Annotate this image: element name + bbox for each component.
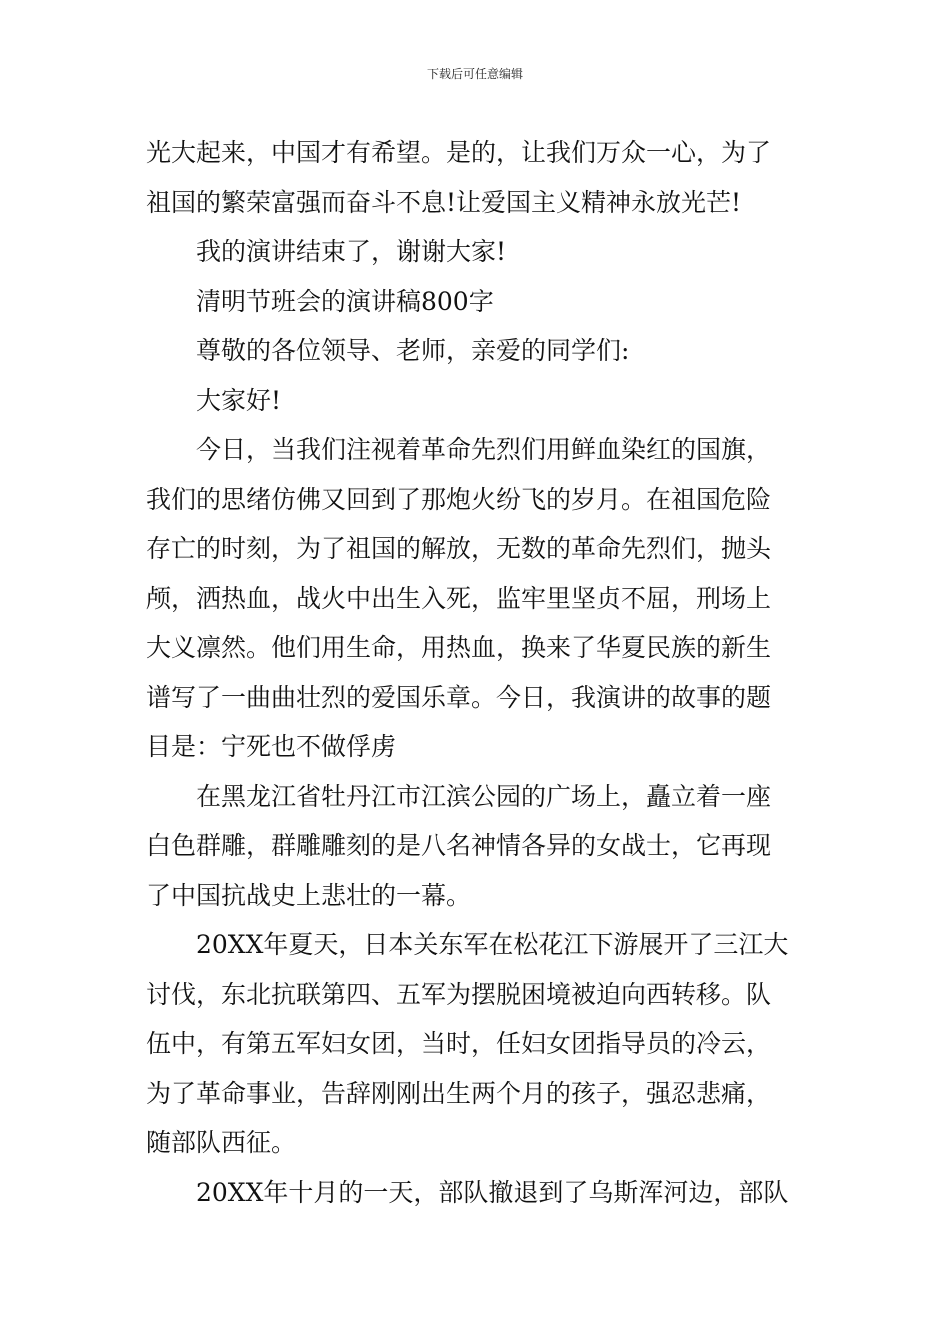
page-header: 下载后可任意编辑 <box>426 67 523 81</box>
text-line: 讨伐，东北抗联第四、五军为摆脱困境被迫向西转移。队 <box>146 979 772 1009</box>
text-line: 我们的思绪仿佛又回到了那炮火纷飞的岁月。在祖国危险 <box>146 484 772 514</box>
text-line: 谱写了一曲曲壮烈的爱国乐章。今日，我演讲的故事的题 <box>146 682 772 712</box>
text-line: 今日，当我们注视着革命先烈们用鲜血染红的国旗， <box>196 435 772 464</box>
text-line: 20XX年夏天，日本关东军在松花江下游展开了三江大 <box>196 930 789 959</box>
text-line: 尊敬的各位领导、老师，亲爱的同学们: <box>196 336 630 365</box>
text-line: 20XX年十月的一天，部队撤退到了乌斯浑河边，部队 <box>196 1177 789 1207</box>
body-text <box>146 128 810 1217</box>
text-line: 在黑龙江省牡丹江市江滨公园的广场上，矗立着一座 <box>196 781 772 811</box>
text-line: 我的演讲结束了，谢谢大家! <box>196 237 507 266</box>
text-line: 了中国抗战史上悲壮的一幕。 <box>146 880 472 910</box>
text-line: 伍中，有第五军妇女团，当时，任妇女团指导员的冷云， <box>146 1029 772 1058</box>
text-line: 祖国的繁荣富强而奋斗不息!让爱国主义精神永放光芒! <box>146 187 742 217</box>
text-line: 颅，洒热血，战火中出生入死，监牢里坚贞不屈，刑场上 <box>146 583 772 613</box>
text-line: 清明节班会的演讲稿800字 <box>196 286 494 316</box>
text-line: 光大起来，中国才有希望。是的，让我们万众一心，为了 <box>146 138 772 167</box>
text-line: 目是：宁死也不做俘虏 <box>146 732 397 761</box>
text-line: 大家好! <box>196 385 282 415</box>
text-line: 存亡的时刻，为了祖国的解放，无数的革命先烈们，抛头 <box>146 534 772 563</box>
text-line: 为了革命事业，告辞刚刚出生两个月的孩子，强忍悲痛， <box>146 1078 772 1108</box>
text-line: 大义凛然。他们用生命，用热血，换来了华夏民族的新生 <box>146 633 772 662</box>
text-line: 随部队西征。 <box>146 1128 297 1157</box>
text-line: 白色群雕，群雕雕刻的是八名神情各异的女战士，它再现 <box>146 831 772 860</box>
